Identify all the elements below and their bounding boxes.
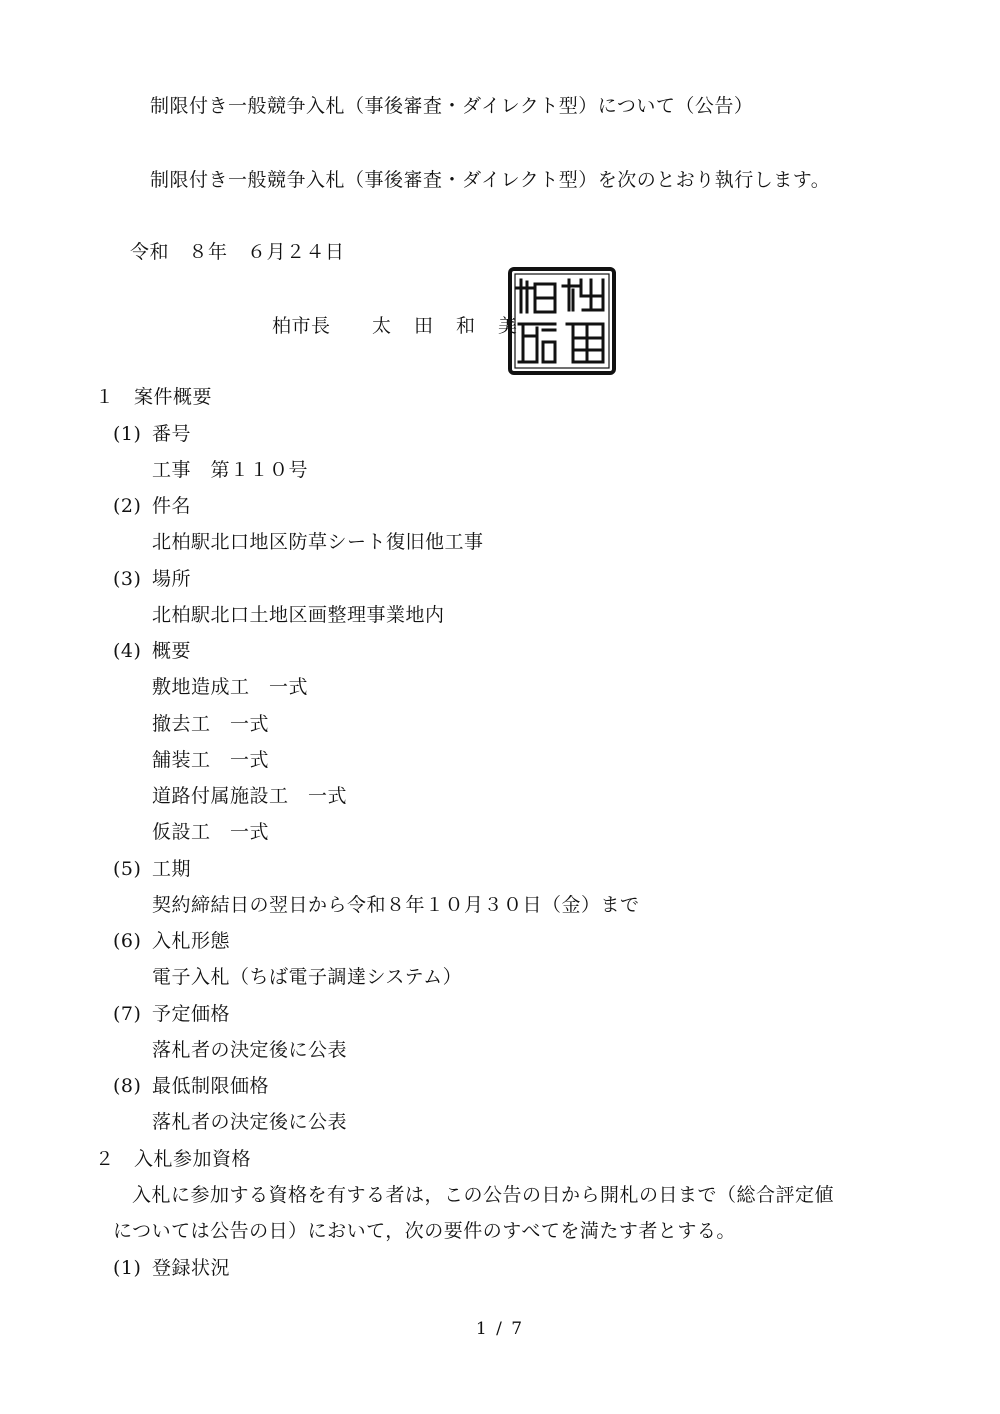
section-2-heading: ２ 入札参加資格 xyxy=(95,1148,252,1170)
official-seal-icon xyxy=(507,266,617,376)
item-title-name: 件名 xyxy=(152,495,192,517)
item-title-registration: 登録状況 xyxy=(152,1257,231,1279)
item-value-planned-price: 落札者の決定後に公表 xyxy=(152,1039,348,1061)
item-title-place: 場所 xyxy=(152,568,192,590)
item-title-bid-format: 入札形態 xyxy=(152,930,231,952)
section-2-paragraph: 入札に参加する資格を有する者は，この公告の日から開札の日まで（総合評定値 xyxy=(132,1184,835,1206)
section-1-heading: １ 案件概要 xyxy=(95,386,213,408)
item-value-summary: 道路付属施設工 一式 xyxy=(152,785,348,807)
item-label: (3) xyxy=(113,568,142,590)
intro-text: 制限付き一般競争入札（事後審査・ダイレクト型）を次のとおり執行します。 xyxy=(150,169,831,191)
item-value-summary: 仮設工 一式 xyxy=(152,821,270,843)
item-title-period: 工期 xyxy=(152,858,192,880)
page-number: 1 / 7 xyxy=(475,1319,525,1339)
issuer-name: 太 田 和 美 xyxy=(372,315,520,337)
item-value-place: 北柏駅北口土地区画整理事業地内 xyxy=(152,604,445,626)
item-label: (5) xyxy=(113,858,142,880)
issuer-role: 柏市長 xyxy=(272,315,331,337)
item-label: (1) xyxy=(113,423,142,445)
item-title-summary: 概要 xyxy=(152,640,192,662)
item-title-number: 番号 xyxy=(152,423,192,445)
item-label: (8) xyxy=(113,1075,142,1097)
notice-date: 令和 ８年 ６月２４日 xyxy=(130,241,345,263)
item-label: (2) xyxy=(113,495,142,517)
item-value-name: 北柏駅北口地区防草シート復旧他工事 xyxy=(152,531,484,553)
item-value-summary: 舗装工 一式 xyxy=(152,749,270,771)
item-label: (7) xyxy=(113,1003,142,1025)
item-value-number: 工事 第１１０号 xyxy=(152,459,309,481)
item-label: (6) xyxy=(113,930,142,952)
item-value-minimum-price: 落札者の決定後に公表 xyxy=(152,1111,348,1133)
item-label: (1) xyxy=(113,1257,142,1279)
item-value-summary: 撤去工 一式 xyxy=(152,713,270,735)
item-label: (4) xyxy=(113,640,142,662)
notice-title: 制限付き一般競争入札（事後審査・ダイレクト型）について（公告） xyxy=(150,95,754,117)
item-value-period: 契約締結日の翌日から令和８年１０月３０日（金）まで xyxy=(152,894,640,916)
section-2-paragraph: については公告の日）において，次の要件のすべてを満たす者とする。 xyxy=(113,1220,736,1242)
item-title-planned-price: 予定価格 xyxy=(152,1003,231,1025)
item-title-minimum-price: 最低制限価格 xyxy=(152,1075,270,1097)
item-value-bid-format: 電子入札（ちば電子調達システム） xyxy=(152,966,463,988)
item-value-summary: 敷地造成工 一式 xyxy=(152,676,309,698)
